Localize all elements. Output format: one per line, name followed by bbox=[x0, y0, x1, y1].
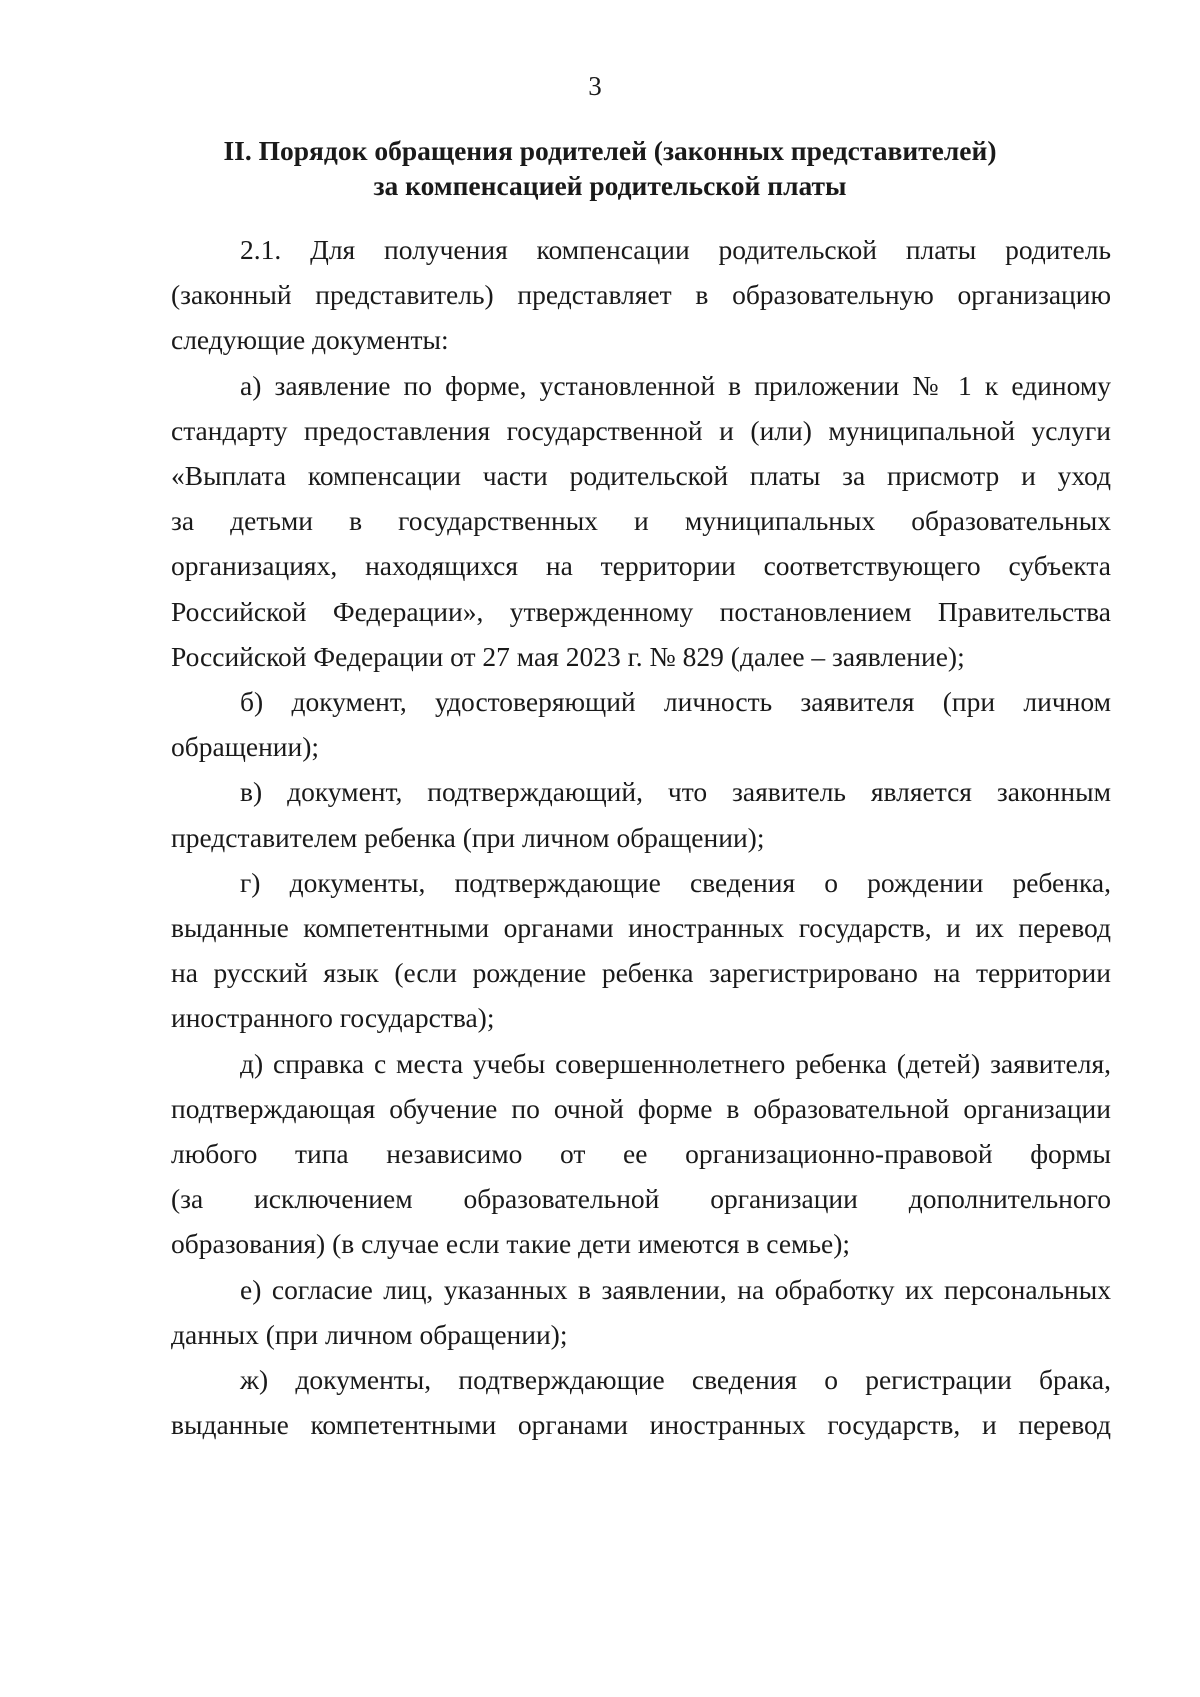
paragraph bbox=[171, 1041, 1111, 1267]
paragraph-line: организациях, находящихся на территории соответствующего субъекта bbox=[171, 550, 1111, 582]
paragraph-line: (законный представитель) представляет в образовательную организацию bbox=[171, 279, 1111, 311]
paragraph-line: обращении); bbox=[171, 731, 320, 763]
paragraph-line: образования) (в случае если такие дети имеются в семье); bbox=[171, 1228, 850, 1260]
paragraph bbox=[171, 1267, 1111, 1357]
paragraph-line: любого типа независимо от ее организационно-правовой формы bbox=[171, 1138, 1111, 1170]
paragraph-line: на русский язык (если рождение ребенка зарегистрировано на территории bbox=[171, 957, 1111, 989]
paragraph-line: ж) документы, подтверждающие сведения о регистрации брака, bbox=[240, 1364, 1111, 1396]
paragraph bbox=[171, 860, 1111, 1041]
paragraph-line: выданные компетентными органами иностранных государств, и перевод bbox=[171, 1409, 1111, 1441]
paragraph-line: представителем ребенка (при личном обращении); bbox=[171, 821, 765, 853]
paragraph-line: (за исключением образовательной организации дополнительного bbox=[171, 1183, 1111, 1215]
section-heading bbox=[210, 133, 1010, 203]
paragraph-line: за детьми в государственных и муниципальных образовательных bbox=[171, 505, 1111, 537]
paragraph-line: данных (при личном обращении); bbox=[171, 1318, 568, 1350]
paragraph-line: «Выплата компенсации части родительской платы за присмотр и уход bbox=[171, 460, 1111, 492]
paragraph bbox=[171, 363, 1111, 679]
paragraph-line: е) согласие лиц, указанных в заявлении, на обработку их персональных bbox=[240, 1273, 1111, 1305]
document-body bbox=[171, 227, 1111, 1447]
paragraph-line: а) заявление по форме, установленной в приложении № 1 к единому bbox=[240, 369, 1111, 401]
page-number: 3 bbox=[588, 71, 602, 101]
paragraph-line: д) справка с места учебы совершеннолетнего ребенка (детей) заявителя, bbox=[240, 1047, 1111, 1079]
paragraph-line: выданные компетентными органами иностранных государств, и их перевод bbox=[171, 912, 1111, 944]
paragraph bbox=[171, 227, 1111, 363]
paragraph bbox=[171, 1357, 1111, 1447]
paragraph-line: подтверждающая обучение по очной форме в образовательной организации bbox=[171, 1092, 1111, 1124]
section-heading-line: за компенсацией родительской платы bbox=[373, 170, 847, 201]
paragraph-line: Российской Федерации», утвержденному постановлением Правительства bbox=[171, 595, 1111, 627]
paragraph-line: в) документ, подтверждающий, что заявитель является законным bbox=[240, 776, 1111, 808]
section-heading-line: II. Порядок обращения родителей (законных представителей) bbox=[223, 135, 997, 166]
paragraph bbox=[171, 769, 1111, 859]
paragraph-line: г) документы, подтверждающие сведения о рождении ребенка, bbox=[240, 866, 1111, 898]
paragraph-line: стандарту предоставления государственной и (или) муниципальной услуги bbox=[171, 414, 1111, 446]
paragraph-line: б) документ, удостоверяющий личность заявителя (при личном bbox=[240, 686, 1111, 718]
paragraph-line: Российской Федерации от 27 мая 2023 г. № 829 (далее – заявление); bbox=[171, 640, 965, 672]
paragraph-line: 2.1. Для получения компенсации родительской платы родитель bbox=[240, 234, 1111, 265]
paragraph-line: иностранного государства); bbox=[171, 1002, 495, 1034]
paragraph-line: следующие документы: bbox=[171, 324, 449, 356]
paragraph bbox=[171, 679, 1111, 769]
